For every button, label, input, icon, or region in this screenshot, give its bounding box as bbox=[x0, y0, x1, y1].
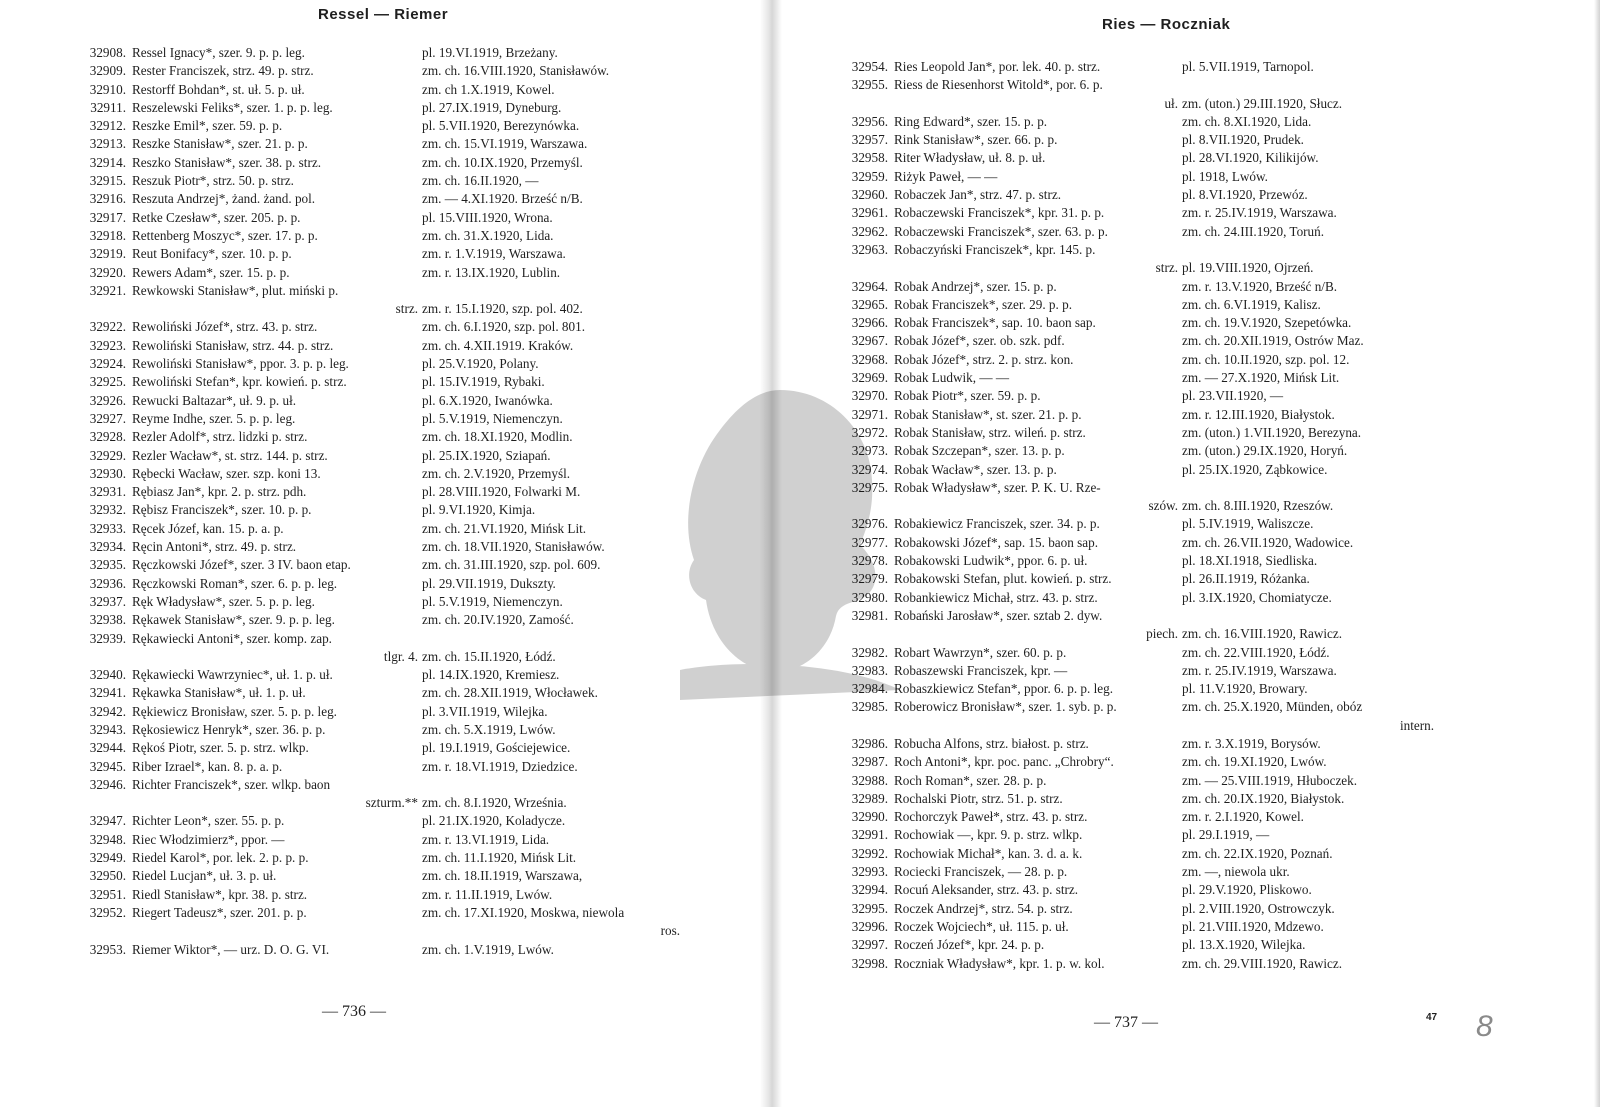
entry-number: 32914. bbox=[89, 154, 126, 170]
entry-name: Robaszewski Franciszek, kpr. — bbox=[894, 662, 1068, 678]
entry-fate: zm. ch. 15.VI.1919, Warszawa. bbox=[422, 136, 588, 152]
entry-number: 32988. bbox=[851, 772, 888, 788]
entry-fate: pl. 28.VIII.1920, Folwarki M. bbox=[422, 484, 581, 500]
entry-name: Roch Roman*, szer. 28. p. p. bbox=[894, 772, 1047, 788]
entry-name: Robak Piotr*, szer. 59. p. p. bbox=[894, 388, 1041, 404]
entry-number: 32915. bbox=[89, 173, 126, 189]
entry-fate: zm. ch. 22.VIII.1920, Łódź. bbox=[1182, 644, 1330, 660]
entry-fate: pl. 5.VII.1920, Berezynówka. bbox=[422, 118, 580, 134]
entry-fate: pl. 19.VI.1919, Brzeżany. bbox=[422, 45, 558, 60]
entry-number: 32966. bbox=[851, 315, 888, 331]
entry-number: 32957. bbox=[851, 132, 888, 148]
entry-number: 32968. bbox=[851, 351, 888, 367]
entry-number: 32969. bbox=[851, 370, 888, 386]
entry-number: 32923. bbox=[89, 337, 126, 353]
entry-name: Robak Władysław*, szer. P. K. U. Rze- bbox=[894, 479, 1101, 495]
archive-number: 47 bbox=[1426, 1012, 1438, 1023]
entry-name: Robak Józef*, strz. 2. p. strz. kon. bbox=[894, 351, 1074, 367]
entry-number: 32908. bbox=[89, 45, 126, 60]
entry-name: Rewoliński Stanisław, strz. 44. p. strz. bbox=[132, 337, 334, 353]
entry-fate: zm. ch. 28.XII.1919, Włocławek. bbox=[422, 685, 598, 701]
entry-number: 32934. bbox=[89, 539, 126, 555]
entry-name: Robart Wawrzyn*, szer. 60. p. p. bbox=[894, 644, 1067, 660]
entry-fate: zm. ch. 31.III.1920, szp. pol. 609. bbox=[422, 557, 601, 573]
entry-name: Rochalski Piotr, strz. 51. p. strz. bbox=[894, 790, 1063, 806]
entry-fate: pl. 3.VII.1919, Wilejka. bbox=[422, 703, 548, 719]
entry-number: 32940. bbox=[89, 667, 126, 683]
entry-name: Rębiasz Jan*, kpr. 2. p. strz. pdh. bbox=[132, 484, 307, 500]
entry-number: 32952. bbox=[89, 904, 126, 920]
entry-fate: pl. 5.VII.1919, Tarnopol. bbox=[1182, 59, 1314, 74]
entry-fate: pl. 26.II.1919, Różanka. bbox=[1182, 571, 1310, 587]
entry-name: Ręczkowski Roman*, szer. 6. p. p. leg. bbox=[132, 575, 338, 591]
entry-name: Robucha Alfons, strz. białost. p. strz. bbox=[894, 735, 1089, 751]
entry-fate: zm. r. 2.I.1920, Kowel. bbox=[1182, 809, 1304, 825]
entry-fate: zm. ch. 6.VI.1919, Kalisz. bbox=[1182, 296, 1321, 312]
entry-number: 32961. bbox=[851, 205, 888, 221]
entry-name: Roczek Wojciech*, uł. 115. p. uł. bbox=[894, 918, 1069, 934]
entry-fate: pl. 2.VIII.1920, Ostrowczyk. bbox=[1182, 900, 1335, 916]
entry-fate: zm. r. 13.VI.1919, Lida. bbox=[422, 831, 550, 847]
entry-fate: zm. r. 18.VI.1919, Dziedzice. bbox=[422, 758, 578, 774]
entry-number: 32948. bbox=[89, 831, 126, 847]
page-edge-shadow bbox=[1594, 0, 1600, 1107]
entry-number: 32938. bbox=[89, 612, 126, 628]
entry-name: Ręcek Józef, kan. 15. p. a. p. bbox=[132, 520, 284, 536]
entry-fate: zm. ch. 16.II.1920, — bbox=[422, 173, 539, 189]
entry-number: 32921. bbox=[89, 282, 126, 298]
entry-number: 32929. bbox=[89, 447, 126, 463]
entry-number: 32994. bbox=[851, 882, 888, 898]
entry-name: Reut Bonifacy*, szer. 10. p. p. bbox=[132, 246, 292, 262]
running-header: Ressel — Riemer bbox=[318, 6, 449, 23]
entry-number: 32935. bbox=[89, 557, 126, 573]
entry-name: Rochowiak Michał*, kan. 3. d. a. k. bbox=[894, 845, 1083, 861]
entry-number: 32913. bbox=[89, 136, 126, 152]
entry-name: Robak Józef*, szer. ob. szk. pdf. bbox=[894, 333, 1065, 349]
entry-fate: zm. ch. 22.IX.1920, Poznań. bbox=[1182, 845, 1333, 861]
entry-name: Rękawiecki Wawrzyniec*, uł. 1. p. uł. bbox=[132, 667, 333, 683]
entry-name: Robakowski Stefan, plut. kowień. p. strz. bbox=[894, 571, 1112, 587]
entry-name: Roczeń Józef*, kpr. 24. p. p. bbox=[894, 937, 1045, 953]
entry-name: Reszke Stanisław*, szer. 21. p. p. bbox=[132, 136, 308, 152]
entry-fate: zm. ch. 11.I.1920, Mińsk Lit. bbox=[422, 850, 577, 866]
entry-name: Rewoliński Stanisław*, ppor. 3. p. p. leg. bbox=[132, 356, 349, 372]
entry-number: 32970. bbox=[851, 388, 888, 404]
entry-number: 32986. bbox=[851, 735, 888, 751]
entry-fate: pl. 25.IX.1920, Sziapań. bbox=[422, 447, 551, 463]
entry-name: Rękawiecki Antoni*, szer. komp. zap. bbox=[132, 630, 332, 646]
entry-name: Rewers Adam*, szer. 15. p. p. bbox=[132, 264, 290, 280]
entry-name: Reszuta Andrzej*, żand. żand. pol. bbox=[132, 191, 316, 207]
entry-fate: zm. r. 12.III.1920, Białystok. bbox=[1182, 406, 1335, 422]
entry-number: 32954. bbox=[851, 59, 888, 74]
entry-fate: pl. 15.IV.1919, Rybaki. bbox=[422, 374, 545, 390]
entry-fate: zm. ch. 18.XI.1920, Modlin. bbox=[422, 429, 573, 445]
handwritten-mark: 8 bbox=[1476, 1010, 1493, 1043]
entry-fate: zm. ch. 26.VII.1920, Wadowice. bbox=[1182, 534, 1354, 550]
entry-fate: zm. (uton.) 29.IX.1920, Horyń. bbox=[1182, 443, 1348, 459]
entry-number: 32943. bbox=[89, 721, 126, 737]
entry-number: 32965. bbox=[851, 296, 888, 312]
entry-name: Rociecki Franciszek, — 28. p. p. bbox=[894, 864, 1068, 880]
entry-name: Robaczek Jan*, strz. 47. p. strz. bbox=[894, 187, 1061, 203]
entry-fate: zm. r. 1.V.1919, Warszawa. bbox=[422, 246, 566, 262]
entry-name: szturm.** bbox=[365, 795, 418, 811]
entry-fate: pl. 6.X.1920, Iwanówka. bbox=[422, 392, 553, 408]
entry-name: Robaczewski Franciszek*, szer. 63. p. p. bbox=[894, 223, 1108, 239]
entry-fate: zm. ch. 1.V.1919, Lwów. bbox=[422, 941, 554, 957]
entry-fate: pl. 29.V.1920, Pliskowo. bbox=[1182, 882, 1312, 898]
entry-fate: zm. ch. 20.IX.1920, Białystok. bbox=[1182, 790, 1345, 806]
entry-name: szów. bbox=[1148, 498, 1178, 514]
entry-fate: zm. — 27.X.1920, Mińsk Lit. bbox=[1182, 370, 1340, 386]
entry-fate: zm. ch. 2.V.1920, Przemyśl. bbox=[422, 465, 571, 481]
entry-number: 32972. bbox=[851, 424, 888, 440]
entry-fate: zm. ch. 10.IX.1920, Przemyśl. bbox=[422, 154, 583, 170]
entry-number: 32956. bbox=[851, 113, 888, 129]
entry-name: Rettenberg Moszyc*, szer. 17. p. p. bbox=[132, 227, 318, 243]
entry-name: Roczek Andrzej*, strz. 54. p. strz. bbox=[894, 900, 1073, 916]
entry-name: Rochowiak —, kpr. 9. p. strz. wlkp. bbox=[894, 827, 1083, 843]
entry-number: 32928. bbox=[89, 429, 126, 445]
entry-name: Rink Stanisław*, szer. 66. p. p. bbox=[894, 132, 1058, 148]
entry-fate: zm. r. 25.IV.1919, Warszawa. bbox=[1182, 205, 1337, 221]
entry-name: Riess de Riesenhorst Witold*, por. 6. p. bbox=[894, 77, 1103, 93]
entry-fate: zm. ch. 21.VI.1920, Mińsk Lit. bbox=[422, 520, 587, 536]
entry-fate: zm. ch. 8.III.1920, Rzeszów. bbox=[1182, 498, 1334, 514]
entry-name: Reszke Emil*, szer. 59. p. p. bbox=[132, 118, 283, 134]
entry-name: Rękawek Stanisław*, szer. 9. p. p. leg. bbox=[132, 612, 335, 628]
entry-fate: pl. 3.IX.1920, Chomiatycze. bbox=[1182, 589, 1332, 605]
entry-name: Riber Izrael*, kan. 8. p. a. p. bbox=[132, 758, 283, 774]
entry-fate: zm. ch. 19.V.1920, Szepetówka. bbox=[1182, 315, 1352, 331]
entry-fate: zm. (uton.) 1.VII.1920, Berezyna. bbox=[1182, 424, 1362, 440]
entry-number: 32996. bbox=[851, 918, 888, 934]
entry-number: 32910. bbox=[89, 81, 126, 97]
entry-fate: zm. ch. 6.I.1920, szp. pol. 801. bbox=[422, 319, 585, 335]
entry-number: 32951. bbox=[89, 886, 126, 902]
entry-fate: pl. 5.V.1919, Niemenczyn. bbox=[422, 410, 563, 426]
entry-name: Ręcin Antoni*, strz. 49. p. strz. bbox=[132, 539, 297, 555]
entry-fate: pl. 19.I.1919, Gościejewice. bbox=[422, 740, 571, 756]
entry-number: 32985. bbox=[851, 699, 888, 715]
entry-name: Robak Stanisław, strz. wileń. p. strz. bbox=[894, 424, 1086, 440]
entry-number: 32991. bbox=[851, 827, 888, 843]
entry-fate: zm. ch. 15.II.1920, Łódź. bbox=[422, 648, 556, 664]
entry-number: 32981. bbox=[851, 607, 888, 623]
entry-fate: zm. ch. 24.III.1920, Toruń. bbox=[1182, 223, 1325, 239]
entry-fate: pl. 29.I.1919, — bbox=[1182, 827, 1270, 843]
entry-number: 32924. bbox=[89, 356, 126, 372]
entry-fate: intern. bbox=[1399, 717, 1434, 733]
entry-name: Rękiewicz Bronisław, szer. 5. p. p. leg. bbox=[132, 703, 337, 719]
entry-number: 32939. bbox=[89, 630, 126, 646]
right-page bbox=[770, 0, 1600, 1107]
entry-name: Riżyk Paweł, — — bbox=[894, 168, 998, 184]
entry-fate: zm. r. 15.I.1920, szp. pol. 402. bbox=[422, 301, 583, 317]
entry-number: 32997. bbox=[851, 937, 888, 953]
entry-number: 32920. bbox=[89, 264, 126, 280]
entry-fate: pl. 21.IX.1920, Koladycze. bbox=[422, 813, 566, 829]
entry-name: Rewoliński Stefan*, kpr. kowień. p. strz. bbox=[132, 374, 347, 390]
entry-fate: pl. 14.IX.1920, Kremiesz. bbox=[422, 667, 560, 683]
entry-number: 32919. bbox=[89, 246, 126, 262]
entry-fate: zm. ch. 8.I.1920, Września. bbox=[422, 795, 567, 811]
entry-name: piech. bbox=[1146, 626, 1178, 642]
left-page bbox=[0, 0, 770, 1107]
entry-number: 32979. bbox=[851, 571, 888, 587]
entry-name: Riegert Tadeusz*, szer. 201. p. p. bbox=[132, 904, 307, 920]
entry-fate: pl. 11.V.1920, Browary. bbox=[1182, 681, 1308, 697]
entry-number: 32989. bbox=[851, 790, 888, 806]
entry-name: Roberowicz Bronisław*, szer. 1. syb. p. p. bbox=[894, 699, 1117, 715]
entry-number: 32990. bbox=[851, 809, 888, 825]
entry-name: Reszelewski Feliks*, szer. 1. p. p. leg. bbox=[132, 99, 333, 115]
entry-name: Rękawka Stanisław*, uł. 1. p. uł. bbox=[132, 685, 306, 701]
entry-name: Ries Leopold Jan*, por. lek. 40. p. strz. bbox=[894, 59, 1101, 74]
entry-number: 32933. bbox=[89, 520, 126, 536]
entry-number: 32975. bbox=[851, 479, 888, 495]
entry-number: 32974. bbox=[851, 461, 888, 477]
entry-number: 32963. bbox=[851, 241, 888, 257]
entry-fate: pl. 13.X.1920, Wilejka. bbox=[1182, 937, 1306, 953]
entry-number: 32925. bbox=[89, 374, 126, 390]
entry-fate: zm. ch. 17.XI.1920, Moskwa, niewola bbox=[422, 904, 625, 920]
entry-name: Robaczewski Franciszek*, kpr. 31. p. p. bbox=[894, 205, 1105, 221]
entry-fate: zm. ch. 18.VII.1920, Stanisławów. bbox=[422, 539, 605, 555]
entry-name: Roczniak Władysław*, kpr. 1. p. w. kol. bbox=[894, 955, 1105, 971]
entry-number: 32917. bbox=[89, 209, 126, 225]
entry-number: 32953. bbox=[89, 941, 126, 957]
entry-name: Robak Franciszek*, sap. 10. baon sap. bbox=[894, 315, 1096, 331]
entry-name: Robaszkiewicz Stefan*, ppor. 6. p. p. leg. bbox=[894, 681, 1114, 697]
entry-name: Robak Szczepan*, szer. 13. p. p. bbox=[894, 443, 1065, 459]
entry-fate: pl. 21.VIII.1920, Mdzewo. bbox=[1182, 918, 1324, 934]
entry-number: 32960. bbox=[851, 187, 888, 203]
entry-name: Robak Franciszek*, szer. 29. p. p. bbox=[894, 296, 1072, 312]
entry-name: Robak Stanisław*, st. szer. 21. p. p. bbox=[894, 406, 1082, 422]
entry-name: Retke Czesław*, szer. 205. p. p. bbox=[132, 209, 301, 225]
entry-number: 32950. bbox=[89, 868, 126, 884]
entry-number: 32944. bbox=[89, 740, 126, 756]
entry-name: Ring Edward*, szer. 15. p. p. bbox=[894, 113, 1048, 129]
entry-name: strz. bbox=[1155, 260, 1178, 276]
entry-number: 32931. bbox=[89, 484, 126, 500]
entry-name: Rewkowski Stanisław*, plut. miński p. bbox=[132, 282, 339, 298]
entry-name: Rębecki Wacław, szer. szp. koni 13. bbox=[132, 465, 321, 481]
entry-name: Rester Franciszek, strz. 49. p. strz. bbox=[132, 63, 314, 79]
entry-name: Rękosiewicz Henryk*, szer. 36. p. p. bbox=[132, 721, 326, 737]
entry-number: 32947. bbox=[89, 813, 126, 829]
entry-number: 32945. bbox=[89, 758, 126, 774]
entry-number: 32984. bbox=[851, 681, 888, 697]
entry-number: 32911. bbox=[90, 99, 126, 115]
entry-number: 32971. bbox=[851, 406, 888, 422]
entry-number: 32958. bbox=[851, 150, 888, 166]
entry-fate: zm. ch. 4.XII.1919. Kraków. bbox=[422, 337, 574, 353]
entry-number: 32992. bbox=[851, 845, 888, 861]
entry-fate: zm. r. 11.II.1919, Lwów. bbox=[422, 886, 553, 902]
entry-number: 32949. bbox=[89, 850, 126, 866]
entry-fate: zm. r. 3.X.1919, Borysów. bbox=[1182, 735, 1321, 751]
entry-number: 32976. bbox=[851, 516, 888, 532]
entry-number: 32993. bbox=[851, 864, 888, 880]
entry-number: 32912. bbox=[89, 118, 126, 134]
entry-name: Riemer Wiktor*, — urz. D. O. G. VI. bbox=[132, 941, 330, 957]
entry-fate: pl. 8.VII.1920, Prudek. bbox=[1182, 132, 1304, 148]
entry-fate: zm. ch. 19.XI.1920, Lwów. bbox=[1182, 754, 1327, 770]
entry-number: 32959. bbox=[851, 168, 888, 184]
entry-fate: pl. 1918, Lwów. bbox=[1182, 168, 1268, 184]
entry-name: Rewucki Baltazar*, uł. 9. p. uł. bbox=[132, 392, 297, 408]
page-number: — 737 — bbox=[1094, 1014, 1158, 1031]
entry-fate: pl. 29.VII.1919, Duksztу. bbox=[422, 575, 556, 591]
entry-fate: pl. 9.VI.1920, Kimja. bbox=[422, 502, 536, 518]
entry-name: Robaczyński Franciszek*, kpr. 145. p. bbox=[894, 241, 1096, 257]
entry-fate: zm. ch. 25.X.1920, Münden, obóz bbox=[1182, 699, 1363, 715]
entry-name: Reszko Stanisław*, szer. 38. p. strz. bbox=[132, 154, 321, 170]
entry-fate: zm. ch. 20.IV.1920, Zamość. bbox=[422, 612, 574, 628]
entry-name: Reyme Indhe, szer. 5. p. p. leg. bbox=[132, 410, 296, 426]
entry-number: 32977. bbox=[851, 534, 888, 550]
entry-name: Riter Władysław, uł. 8. p. uł. bbox=[894, 150, 1046, 166]
entry-name: Robański Jarosław*, szer. sztab 2. dyw. bbox=[894, 607, 1103, 623]
entry-fate: pl. 5.V.1919, Niemenczyn. bbox=[422, 593, 563, 609]
entry-fate: zm. ch. 5.X.1919, Lwów. bbox=[422, 721, 556, 737]
entry-number: 32995. bbox=[851, 900, 888, 916]
entry-fate: zm. ch 1.X.1919, Kowel. bbox=[422, 81, 555, 97]
entry-name: Rezler Adolf*, strz. lidzki p. strz. bbox=[132, 429, 308, 445]
entry-number: 32967. bbox=[851, 333, 888, 349]
entry-name: Ręk Władysław*, szer. 5. p. p. leg. bbox=[132, 593, 315, 609]
entry-fate: zm. —, niewola ukr. bbox=[1182, 864, 1290, 880]
entry-number: 32936. bbox=[89, 575, 126, 591]
entry-name: Restorff Bohdan*, st. uł. 5. p. uł. bbox=[132, 81, 305, 97]
entry-number: 32932. bbox=[89, 502, 126, 518]
entry-name: uł. bbox=[1164, 95, 1178, 111]
entry-fate: zm. r. 25.IV.1919, Warszawa. bbox=[1182, 662, 1337, 678]
entry-name: Roch Antoni*, kpr. poc. panc. „Chrobry“. bbox=[894, 754, 1114, 770]
entry-name: Riec Włodzimierz*, ppor. — bbox=[132, 831, 285, 847]
running-header: Ries — Roczniak bbox=[1102, 16, 1231, 33]
entry-fate: pl. 18.XI.1918, Siedliska. bbox=[1182, 553, 1318, 569]
entry-fate: pl. 25.V.1920, Polany. bbox=[422, 356, 539, 372]
entry-number: 32937. bbox=[89, 593, 126, 609]
entry-fate: zm. ch. 16.VIII.1920, Stanisławów. bbox=[422, 63, 610, 79]
entry-name: Ressel Ignacy*, szer. 9. p. p. leg. bbox=[132, 45, 305, 60]
entry-name: Robak Ludwik, — — bbox=[894, 370, 1010, 386]
entry-number: 32964. bbox=[851, 278, 888, 294]
entry-fate: zm. ch. 20.XII.1919, Ostrów Maz. bbox=[1182, 333, 1364, 349]
entry-fate: zm. r. 13.V.1920, Brześć n/B. bbox=[1182, 278, 1338, 294]
entry-fate: zm. ch. 16.VIII.1920, Rawicz. bbox=[1182, 626, 1343, 642]
entry-number: 32987. bbox=[851, 754, 888, 770]
entry-fate: pl. 25.IX.1920, Ząbkowice. bbox=[1182, 461, 1328, 477]
entry-fate: zm. ch. 31.X.1920, Lida. bbox=[422, 227, 554, 243]
entry-name: Rękoś Piotr, szer. 5. p. strz. wlkp. bbox=[132, 740, 309, 756]
entry-number: 32982. bbox=[851, 644, 888, 660]
entry-number: 32909. bbox=[89, 63, 126, 79]
entry-fate: zm. ch. 29.VIII.1920, Rawicz. bbox=[1182, 955, 1343, 971]
entry-fate: pl. 19.VIII.1920, Ojrzeń. bbox=[1182, 260, 1314, 276]
entry-name: Ręczkowski Józef*, szer. 3 IV. baon etap. bbox=[132, 557, 351, 573]
entry-fate: zm. — 4.XI.1920. Brześć n/B. bbox=[422, 191, 583, 207]
entry-fate: pl. 8.VI.1920, Przewóz. bbox=[1182, 187, 1308, 203]
entry-number: 32942. bbox=[89, 703, 126, 719]
entry-fate: zm. ch. 10.II.1920, szp. pol. 12. bbox=[1182, 351, 1350, 367]
entry-number: 32983. bbox=[851, 662, 888, 678]
entry-fate: zm. ch. 18.II.1919, Warszawa, bbox=[422, 868, 583, 884]
entry-fate: pl. 5.IV.1919, Waliszcze. bbox=[1182, 516, 1314, 532]
entry-name: Riedl Stanisław*, kpr. 38. p. strz. bbox=[132, 886, 308, 902]
entry-name: Robankiewicz Michał, strz. 43. p. strz. bbox=[894, 589, 1098, 605]
entry-number: 32922. bbox=[89, 319, 126, 335]
entry-fate: ros. bbox=[660, 923, 680, 939]
entry-fate: zm. (uton.) 29.III.1920, Słucz. bbox=[1182, 95, 1343, 111]
entry-name: Rewoliński Józef*, strz. 43. p. strz. bbox=[132, 319, 318, 335]
entry-fate: zm. — 25.VIII.1919, Hłuboczek. bbox=[1182, 772, 1358, 788]
entry-number: 32946. bbox=[89, 776, 126, 792]
entry-number: 32927. bbox=[89, 410, 126, 426]
entry-number: 32980. bbox=[851, 589, 888, 605]
entry-number: 32926. bbox=[89, 392, 126, 408]
entry-number: 32916. bbox=[89, 191, 126, 207]
entry-name: Riedel Karol*, por. lek. 2. p. p. p. bbox=[132, 850, 309, 866]
entry-name: Riedel Lucjan*, uł. 3. p. uł. bbox=[132, 868, 277, 884]
entry-fate: zm. r. 13.IX.1920, Lublin. bbox=[422, 264, 561, 280]
entry-number: 32930. bbox=[89, 465, 126, 481]
entry-name: Richter Franciszek*, szer. wlkp. baon bbox=[132, 776, 331, 792]
entry-name: Rezler Wacław*, st. strz. 144. p. strz. bbox=[132, 447, 328, 463]
entry-name: Rębisz Franciszek*, szer. 10. p. p. bbox=[132, 502, 312, 518]
entry-number: 32955. bbox=[851, 77, 888, 93]
entry-fate: pl. 28.VI.1920, Kilikijów. bbox=[1182, 150, 1319, 166]
entry-name: Robak Wacław*, szer. 13. p. p. bbox=[894, 461, 1057, 477]
entry-fate: pl. 27.IX.1919, Dyneburg. bbox=[422, 99, 562, 115]
entry-number: 32998. bbox=[851, 955, 888, 971]
entry-name: Robakowski Ludwik*, ppor. 6. p. uł. bbox=[894, 553, 1088, 569]
entry-name: strz. bbox=[395, 301, 418, 317]
entry-name: Robakiewicz Franciszek, szer. 34. p. p. bbox=[894, 516, 1100, 532]
entry-name: Rocuń Aleksander, strz. 43. p. strz. bbox=[894, 882, 1079, 898]
entry-fate: pl. 23.VII.1920, — bbox=[1182, 388, 1284, 404]
entry-number: 32962. bbox=[851, 223, 888, 239]
entry-name: tlgr. 4. bbox=[383, 648, 418, 664]
entry-name: Robakowski Józef*, sap. 15. baon sap. bbox=[894, 534, 1099, 550]
entry-name: Richter Leon*, szer. 55. p. p. bbox=[132, 813, 285, 829]
entry-name: Rochorczyk Paweł*, strz. 43. p. strz. bbox=[894, 809, 1088, 825]
entry-number: 32973. bbox=[851, 443, 888, 459]
entry-number: 32978. bbox=[851, 553, 888, 569]
entry-fate: pl. 15.VIII.1920, Wrona. bbox=[422, 209, 553, 225]
page-number: — 736 — bbox=[322, 1003, 386, 1020]
entry-name: Reszuk Piotr*, strz. 50. p. strz. bbox=[132, 173, 294, 189]
entry-fate: zm. ch. 8.XI.1920, Lida. bbox=[1182, 113, 1312, 129]
entry-number: 32918. bbox=[89, 227, 126, 243]
entry-number: 32941. bbox=[89, 685, 126, 701]
entry-name: Robak Andrzej*, szer. 15. p. p. bbox=[894, 278, 1057, 294]
